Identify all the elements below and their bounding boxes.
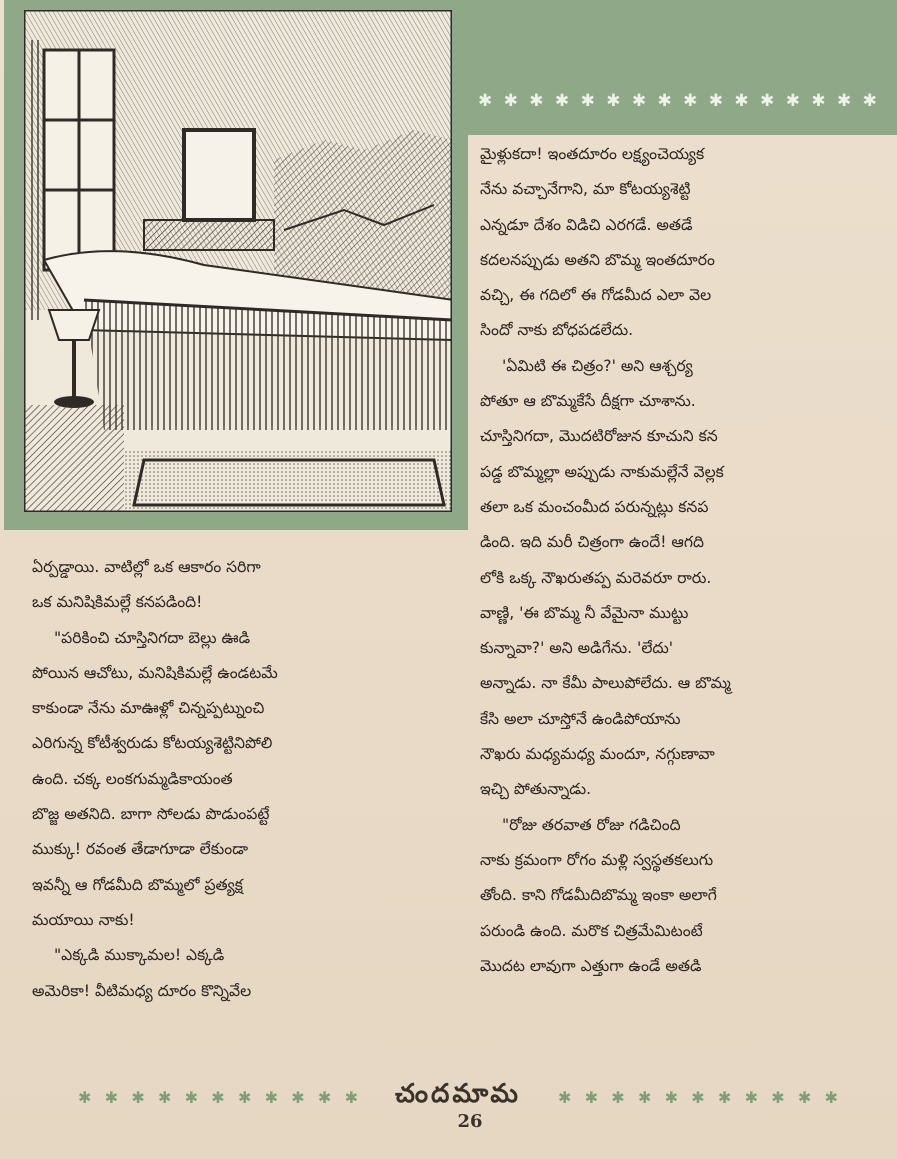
text-line: వాణ్ణి, 'ఈ బొమ్మ నీ వేమైనా ముట్టు — [480, 603, 689, 622]
bedroom-illustration — [24, 10, 452, 512]
text-line: ఉంది. చక్క లంకగుమ్మడికాయంత — [32, 769, 233, 788]
star-ornament-icon: ✱ — [554, 91, 571, 111]
footer-ornament-right: ✱ ✱ ✱ ✱ ✱ ✱ ✱ ✱ ✱ ✱ ✱ — [557, 1087, 838, 1107]
text-line: 'ఏమిటి ఈ చిత్రం?' అని ఆశ్చర్య — [502, 356, 693, 375]
text-line: మొదట లావుగా ఎత్తుగా ఉండే అతడి — [480, 956, 702, 975]
text-line: పరుండి ఉంది. మరొక చిత్రమేమిటంటే — [480, 921, 703, 940]
page-footer — [78, 1080, 838, 1114]
footer-ornament-left: ✱ ✱ ✱ ✱ ✱ ✱ ✱ ✱ ✱ ✱ ✱ — [78, 1087, 358, 1107]
star-ornament-icon: ✱ — [631, 91, 648, 111]
text-line: నౌఖరు మధ్యమధ్య మందూ, నగ్గుణావా — [480, 745, 715, 764]
text-line: మైళ్లుకదా! ఇంతదూరం లక్ష్యంచెయ్యక — [480, 145, 705, 163]
star-ornament-icon: ✱ — [760, 91, 776, 111]
star-ornament-icon: ✱ — [580, 91, 596, 111]
text-line: ముక్కు! రవంత తేడాగూడా లేకుండా — [32, 840, 249, 859]
illustration-frame — [4, 0, 468, 530]
star-ornament-icon: ✱ — [785, 91, 801, 111]
text-line: అన్నాడు. నా కేమీ పాలుపోలేదు. ఆ బొమ్మ — [480, 674, 731, 693]
magazine-title: చందమామ — [395, 1079, 521, 1109]
bedroom-drawing — [24, 10, 452, 512]
text-line: మయాయి నాకు! — [32, 910, 135, 929]
text-line: ఎరిగున్న కోటీశ్వరుడు కోటయ్యశెట్టినిపోలి — [32, 734, 273, 753]
text-line: ఇవన్నీ ఆ గోడమీది బొమ్మలో ప్రత్యక్ష — [32, 875, 243, 894]
text-line: కదలనప్పుడు అతని బొమ్మ ఇంతదూరం — [480, 250, 715, 269]
text-line: ఎన్నడూ దేశం విడిచి ఎరగడే. అతడే — [480, 215, 693, 234]
text-line: కేసి అలా చూస్తోనే ఉండిపోయాను — [480, 709, 681, 728]
text-line: తోంది. కాని గోడమీదిబొమ్మ ఇంకా అలాగే — [480, 886, 717, 905]
star-ornament-icon: ✱ — [478, 91, 494, 111]
star-ornament-icon: ✱ — [836, 91, 853, 111]
star-ornament-icon: ✱ — [683, 91, 699, 111]
text-line: పడ్డ బొమ్మల్లా అప్పుడు నాకుమల్లేనే వెల్లక — [480, 462, 724, 481]
text-line: ఒక మనిషికిమల్లే కనపడింది! — [32, 593, 203, 612]
text-line: "పరికించి చూస్తినిగదా బెల్లు ఊడి — [54, 628, 251, 647]
top-ornament-row — [478, 88, 878, 114]
text-line: ఇచ్చి పోతున్నాడు. — [480, 780, 592, 799]
text-line: ఏర్పడ్డాయి. వాటిల్లో ఒక ఆకారం సరిగా — [32, 558, 261, 576]
text-line: లోకి ఒక్క నౌఖరుతప్ప మరెవరూ రారు. — [480, 568, 712, 587]
text-line: నేను వచ్చానేగాని, మా కోటయ్యశెట్టి — [480, 180, 691, 199]
right-text-column — [480, 137, 858, 984]
star-ornament-icon: ✱ — [862, 91, 878, 111]
star-ornament-icon: ✱ — [657, 91, 673, 111]
text-line: "రోజు తరవాత రోజు గడిచింది — [502, 815, 681, 834]
text-line: కున్నావా?' అని అడిగేను. 'లేదు' — [480, 639, 674, 658]
star-ornament-icon: ✱ — [708, 91, 725, 111]
star-ornament-icon: ✱ — [503, 91, 519, 111]
left-text-column — [32, 550, 462, 1009]
star-ornament-icon: ✱ — [734, 91, 750, 111]
text-line: తలా ఒక మంచంమీద పరున్నట్లు కనప — [480, 497, 709, 516]
text-line: వచ్చి, ఈ గదిలో ఈ గోడమీద ఎలా వెల — [480, 286, 712, 305]
text-line: "ఎక్కడి ముక్కామల! ఎక్కడి — [54, 946, 225, 965]
star-ornament-icon: ✱ — [811, 91, 827, 111]
star-ornament-icon: ✱ — [529, 91, 545, 111]
text-line: డింది. ఇది మరీ చిత్రంగా ఉందే! ఆగది — [480, 533, 704, 552]
text-line: నాకు క్రమంగా రోగం మళ్లి స్వస్థతకలుగు — [480, 850, 714, 869]
text-line: బొజ్జ అతనిది. బాగా సోలడు పొడుంపట్టే — [32, 805, 270, 824]
star-ornament-icon: ✱ — [606, 91, 622, 111]
text-line: అమెరికా! వీటిమధ్య దూరం కొన్నివేల — [32, 981, 252, 1000]
page-number: 26 — [457, 1111, 483, 1132]
top-green-band — [468, 0, 897, 135]
text-line: పోతూ ఆ బొమ్మకేసే దీక్షగా చూశాను. — [480, 392, 696, 411]
text-line: కాకుండా నేను మాఊళ్లో చిన్నప్పట్నుంచి — [32, 699, 265, 718]
text-line: పోయిన ఆచోటు, మనిషికిమల్లే ఉండటమే — [32, 663, 278, 682]
text-line: సిందో నాకు బోధపడలేదు. — [480, 321, 634, 340]
text-line: చూస్తినిగదా, మొదటిరోజున కూచుని కన — [480, 427, 718, 446]
